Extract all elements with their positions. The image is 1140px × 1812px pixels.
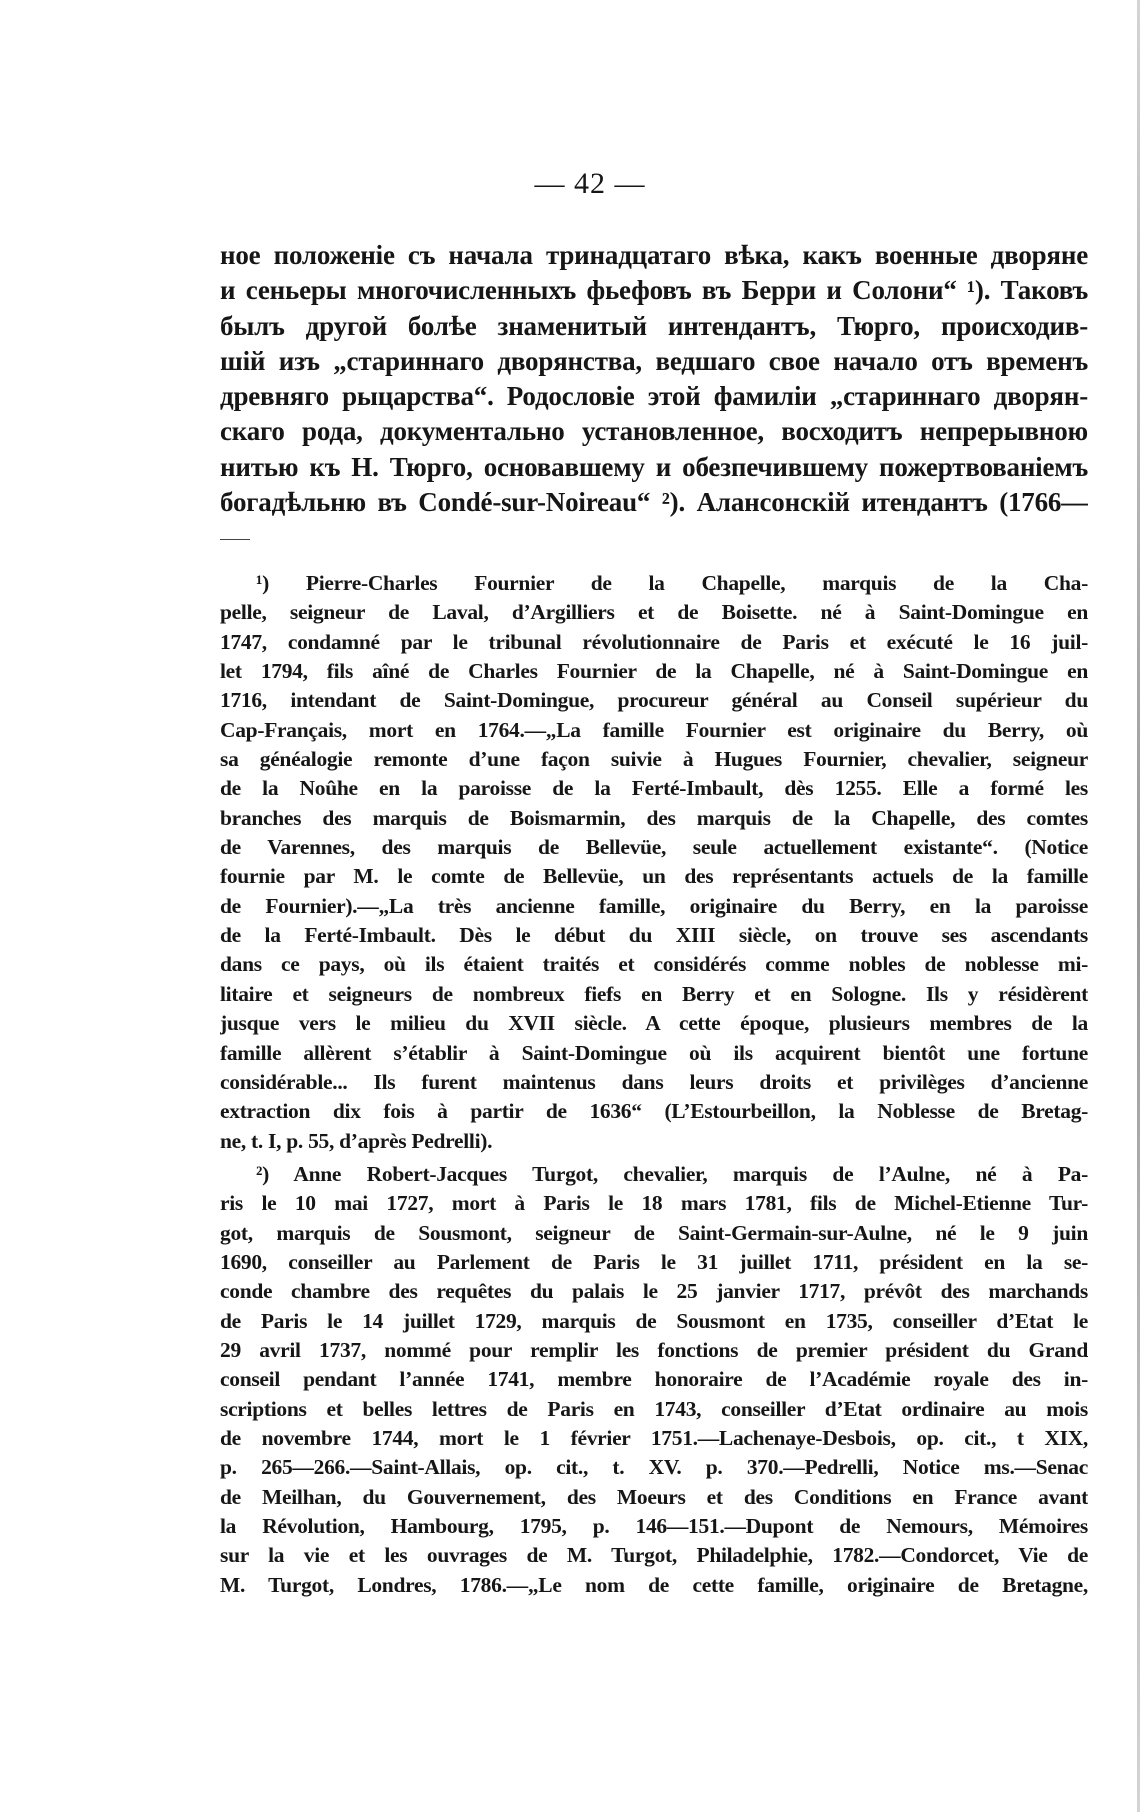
footnote-line: conde chambre des requêtes du palais le 25 janvier 1717, prévôt des marchands <box>220 1279 1088 1304</box>
footnote-line: 29 avril 1737, nommé pour remplir les fonctions de premier président du Grand <box>220 1337 1088 1362</box>
footnote-line: sur la vie et les ouvrages de M. Turgot, Philadelphie, 1782.—Condorcet, Vie de <box>220 1543 1088 1568</box>
footnote-line: let 1794, fils aîné de Charles Fournier de la Chapelle, né à Saint-Domingue en <box>220 659 1088 684</box>
body-line: скаго рода, документально установленное, восходитъ непрерывною <box>220 416 1088 447</box>
footnote-line: considérable... Ils furent maintenus dans leurs droits et privilèges d’ancienne <box>220 1069 1088 1094</box>
body-line: древняго рыцарства“. Родословіе этой фамиліи „стариннаго дворян- <box>220 381 1088 412</box>
footnote-line: de Paris le 14 juillet 1729, marquis de Sousmont en 1735, conseiller d’Etat le <box>220 1308 1088 1333</box>
footnote-line: sa généalogie remonte d’une façon suivie à Hugues Fournier, chevalier, seigneur <box>220 747 1088 772</box>
footnote-line: scriptions et belles lettres de Paris en 1743, conseiller d’Etat ordinaire au mois <box>220 1396 1088 1421</box>
footnotes-block <box>220 569 1088 1600</box>
footnote-line: 1747, condamné par le tribunal révolutionnaire de Paris et exécuté le 16 juil- <box>220 629 1088 654</box>
footnote-line: de Fournier).—„La très ancienne famille, originaire du Berry, en la paroisse <box>220 893 1088 918</box>
body-line: богадѣльню въ Condé-sur-Noireau“ ²). Алансонскій итендантъ (1766— <box>220 487 1088 518</box>
footnote-2-start: ²) Anne Robert-Jacques Turgot, chevalier, marquis de l’Aulne, né à Pa- <box>256 1161 1088 1186</box>
footnote-line: de la Ferté-Imbault. Dès le début du XIII siècle, on trouve ses ascendants <box>220 923 1088 948</box>
page-number: — 42 — <box>534 167 646 200</box>
body-line: и сеньеры многочисленныхъ фьефовъ въ Берри и Солони“ ¹). Таковъ <box>220 275 1088 306</box>
footnote-line: de Meilhan, du Gouvernement, des Moeurs et des Conditions en France avant <box>220 1484 1088 1509</box>
footnote-line: 1716, intendant de Saint-Domingue, procureur général au Conseil supérieur du <box>220 688 1088 713</box>
footnote-line: la Révolution, Hambourg, 1795, p. 146—151.—Dupont de Nemours, Mémoires <box>220 1514 1088 1538</box>
body-line: нитью къ Н. Тюрго, основавшему и обезпечившему пожертвованіемъ <box>220 451 1088 482</box>
footnote-line: M. Turgot, Londres, 1786.—„Le nom de cette famille, originaire de Bretagne, <box>220 1572 1088 1597</box>
footnote-line: ris le 10 mai 1727, mort à Paris le 18 mars 1781, fils de Michel-Etienne Tur- <box>220 1191 1088 1216</box>
footnote-line: jusque vers le milieu du XVII siècle. A cette époque, plusieurs membres de la <box>220 1011 1088 1036</box>
footnote-separator <box>220 539 250 540</box>
footnote-line: extraction dix fois à partir de 1636“ (L’Estourbeillon, la Noblesse de Bretag- <box>220 1099 1088 1124</box>
main-text-block <box>220 238 1088 520</box>
body-line: ное положеніе съ начала тринадцатаго вѣка, какъ военные дворяне <box>220 240 1088 270</box>
footnote-line: litaire et seigneurs de nombreux fiefs en Berry et en Sologne. Ils y résidèrent <box>220 981 1088 1006</box>
body-line: шій изъ „стариннаго дворянства, ведшаго свое начало отъ временъ <box>220 345 1088 376</box>
footnote-line: got, marquis de Sousmont, seigneur de Saint-Germain-sur-Aulne, né le 9 juin <box>220 1220 1088 1245</box>
footnote-line: famille allèrent s’établir à Saint-Domingue où ils acquirent bientôt une fortune <box>220 1040 1088 1065</box>
footnote-line: fournie par M. le comte de Bellevüe, un des représentants actuels de la famille <box>220 864 1088 889</box>
footnote-line: 1690, conseiller au Parlement de Paris le 31 juillet 1711, président en la se- <box>220 1249 1088 1274</box>
footnote-line: branches des marquis de Boismarmin, des marquis de la Chapelle, des comtes <box>220 805 1088 830</box>
footnote-line: conseil pendant l’année 1741, membre honoraire de l’Académie royale des in- <box>220 1367 1088 1392</box>
footnote-line: pelle, seigneur de Laval, d’Argilliers et de Boisette. né à Saint-Domingue en <box>220 600 1088 625</box>
footnote-1-start: ¹) Pierre-Charles Fournier de la Chapelle, marquis de la Cha- <box>256 571 1088 595</box>
body-line: былъ другой болѣе знаменитый интендантъ, Тюрго, происходив- <box>220 310 1088 341</box>
footnote-1-end: ne, t. I, p. 55, d’après Pedrelli). <box>220 1128 493 1153</box>
footnote-line: dans ce pays, où ils étaient traités et considérés comme nobles de noblesse mi- <box>220 952 1088 977</box>
footnote-line: de Varennes, des marquis de Bellevüe, seule actuellement existante“. (Notice <box>220 835 1088 860</box>
footnote-line: p. 265—266.—Saint-Allais, op. cit., t. XV. p. 370.—Pedrelli, Notice ms.—Senac <box>220 1455 1088 1480</box>
footnote-line: Cap-Français, mort en 1764.—„La famille Fournier est originaire du Berry, où <box>220 717 1088 742</box>
footnote-line: de la Noûhe en la paroisse de la Ferté-Imbault, dès 1255. Elle a formé les <box>220 776 1088 801</box>
footnote-line: de novembre 1744, mort le 1 février 1751.—Lachenaye-Desbois, op. cit., t XIX, <box>220 1425 1088 1450</box>
